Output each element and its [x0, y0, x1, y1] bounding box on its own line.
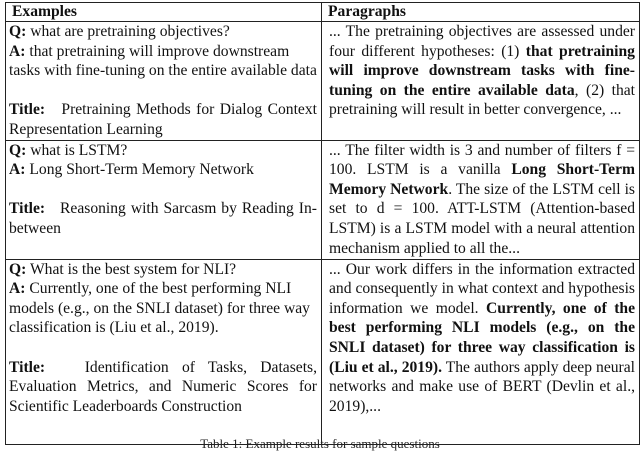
example-cell: [6, 259, 322, 444]
title-label: Title:: [9, 200, 46, 218]
example-cell: [6, 140, 322, 259]
title-label: Title:: [9, 358, 46, 376]
question-label: Q:: [9, 23, 27, 40]
question-line: [9, 141, 317, 161]
question-label: Q:: [9, 141, 27, 159]
header-examples: Examples: [6, 3, 322, 22]
question-text: what is LSTM?: [30, 141, 128, 159]
answer-text: Currently, one of the best performing NLI models (e.g., on the SNLI dataset) for three way classification is (Liu et al., 2019).: [9, 280, 310, 337]
paragraph-answer-highlight: that pretraining will improve downstream tasks with fine-tuning on the entire available data: [329, 42, 635, 99]
paragraph-answer-highlight: Long Short-Term Memory Network: [329, 161, 635, 198]
paragraph-text-after: The authors apply deep neural networks and make use of BERT (Devlin et al., 2019),...: [329, 358, 635, 415]
question-line: [9, 260, 317, 280]
table-header-row: [6, 3, 640, 22]
paragraph-cell: [322, 259, 640, 444]
answer-text: Long Short-Term Memory Network: [29, 161, 254, 179]
paragraph-text-before: ... The filter width is 3 and number of filters f = 100. LSTM is a vanilla: [329, 141, 635, 179]
answer-label: A:: [9, 280, 26, 298]
example-cell: [6, 22, 322, 141]
answer-line: [9, 42, 317, 81]
answer-line: [9, 160, 317, 180]
answer-label: A:: [9, 161, 26, 179]
paragraph-answer-highlight: Currently, one of the best performing NLI models (e.g., on the SNLI dataset) for three way classification is (Liu et al., 2019).: [329, 299, 635, 376]
paragraph-text-before: ... The pretraining objectives are assessed under four different hypotheses: (1): [329, 23, 635, 60]
title-line: [9, 100, 317, 139]
examples-table-container: [5, 2, 639, 445]
paper-title: Pretraining Methods for Dialog Context Representation Learning: [9, 101, 317, 138]
paragraph-text-before: ... Our work differs in the information extracted and consequently in what context and hypothesis information we model.: [329, 260, 635, 317]
title-label: Title:: [9, 101, 46, 119]
question-text: What is the best system for NLI?: [29, 260, 237, 278]
answer-text: that pretraining will improve downstream tasks with fine-tuning on the entire available data: [9, 42, 317, 80]
paragraph-cell: [322, 140, 640, 259]
title-line: [9, 199, 317, 238]
table-row: [6, 140, 640, 259]
table-row: [6, 259, 640, 444]
examples-table: [5, 2, 640, 445]
paragraph-text-after: . The size of the LSTM cell is set to d = 100. ATT-LSTM (Attention-based LSTM) is a LSTM model with a neural attention mechanism applied to all the...: [329, 180, 635, 257]
paragraph-text-after: , (2) that pretraining will result in better convergence, ...: [329, 81, 635, 119]
header-paragraphs: Paragraphs: [322, 3, 640, 22]
paper-title: Reasoning with Sarcasm by Reading In-between: [9, 200, 317, 237]
answer-line: [9, 279, 317, 338]
title-line: [9, 358, 317, 417]
question-line: [9, 22, 317, 42]
table-row: [6, 22, 640, 141]
question-text: what are pretraining objectives?: [30, 23, 230, 40]
question-label: Q:: [9, 260, 27, 278]
paper-title: Identification of Tasks, Datasets, Evaluation Metrics, and Numeric Scores for Scientific Leaderboards Construction: [9, 358, 317, 415]
answer-label: A:: [9, 42, 26, 60]
table-caption: Table 1: Example results for sample questions: [200, 436, 440, 451]
paragraph-cell: [322, 22, 640, 141]
